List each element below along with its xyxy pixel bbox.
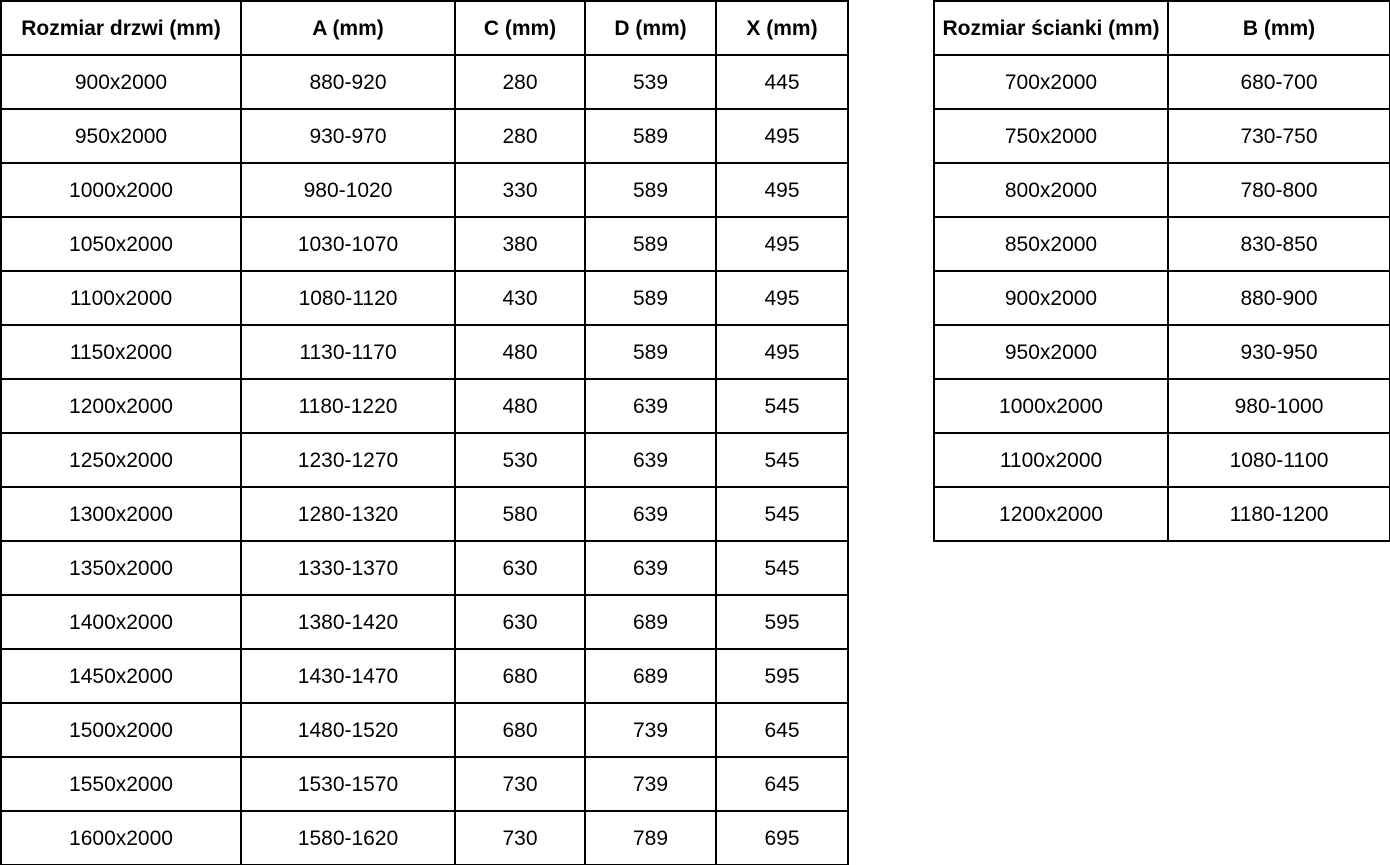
table-cell: 1380-1420: [241, 595, 455, 649]
table-cell: 545: [716, 379, 848, 433]
table-cell: 589: [585, 109, 716, 163]
table-cell: 545: [716, 487, 848, 541]
header-row: [934, 1, 1390, 55]
table-cell: 1250x2000: [1, 433, 241, 487]
table-cell: 589: [585, 325, 716, 379]
table-cell: 639: [585, 541, 716, 595]
table-cell: 930-950: [1168, 325, 1390, 379]
table-cell: 1100x2000: [1, 271, 241, 325]
table-cell: 495: [716, 163, 848, 217]
table-cell: 1080-1120: [241, 271, 455, 325]
table-cell: 1080-1100: [1168, 433, 1390, 487]
table-cell: 495: [716, 271, 848, 325]
table-cell: 1200x2000: [934, 487, 1168, 541]
table-cell: 1530-1570: [241, 757, 455, 811]
table-row: [1, 379, 848, 433]
table-cell: 1450x2000: [1, 649, 241, 703]
table-cell: 495: [716, 325, 848, 379]
table-cell: 1200x2000: [1, 379, 241, 433]
table-cell: 645: [716, 703, 848, 757]
table-cell: 539: [585, 55, 716, 109]
table-row: [1, 109, 848, 163]
table-cell: 850x2000: [934, 217, 1168, 271]
table-cell: 730: [455, 811, 585, 865]
table-row: [1, 811, 848, 865]
table-cell: 1550x2000: [1, 757, 241, 811]
table-cell: 950x2000: [934, 325, 1168, 379]
table-cell: 530: [455, 433, 585, 487]
table-cell: 480: [455, 325, 585, 379]
table-cell: 595: [716, 649, 848, 703]
table-cell: 900x2000: [1, 55, 241, 109]
table-cell: 930-970: [241, 109, 455, 163]
door-size-table-body: [1, 55, 848, 865]
table-cell: 900x2000: [934, 271, 1168, 325]
table-cell: 1500x2000: [1, 703, 241, 757]
table-cell: 1180-1200: [1168, 487, 1390, 541]
column-header: Rozmiar ścianki (mm): [934, 1, 1168, 55]
table-cell: 495: [716, 217, 848, 271]
table-cell: 700x2000: [934, 55, 1168, 109]
table-cell: 1480-1520: [241, 703, 455, 757]
table-cell: 980-1020: [241, 163, 455, 217]
table-cell: 639: [585, 379, 716, 433]
table-row: [1, 757, 848, 811]
table-cell: 680-700: [1168, 55, 1390, 109]
table-row: [1, 55, 848, 109]
table-cell: 580: [455, 487, 585, 541]
table-row: [1, 487, 848, 541]
table-cell: 680: [455, 703, 585, 757]
table-cell: 380: [455, 217, 585, 271]
table-row: [1, 217, 848, 271]
column-header: B (mm): [1168, 1, 1390, 55]
column-header: A (mm): [241, 1, 455, 55]
table-cell: 1000x2000: [934, 379, 1168, 433]
column-header: D (mm): [585, 1, 716, 55]
column-header: X (mm): [716, 1, 848, 55]
table-cell: 780-800: [1168, 163, 1390, 217]
table-cell: 630: [455, 541, 585, 595]
table-cell: 630: [455, 595, 585, 649]
table-row: [1, 541, 848, 595]
table-cell: 1400x2000: [1, 595, 241, 649]
table-cell: 730-750: [1168, 109, 1390, 163]
table-cell: 480: [455, 379, 585, 433]
table-cell: 1100x2000: [934, 433, 1168, 487]
table-cell: 639: [585, 487, 716, 541]
table-cell: 1000x2000: [1, 163, 241, 217]
table-cell: 430: [455, 271, 585, 325]
table-row: [934, 487, 1390, 541]
table-cell: 1330-1370: [241, 541, 455, 595]
table-row: [934, 271, 1390, 325]
table-cell: 595: [716, 595, 848, 649]
table-cell: 330: [455, 163, 585, 217]
table-cell: 1150x2000: [1, 325, 241, 379]
table-cell: 830-850: [1168, 217, 1390, 271]
table-cell: 280: [455, 109, 585, 163]
table-cell: 1230-1270: [241, 433, 455, 487]
table-cell: 589: [585, 163, 716, 217]
table-cell: 1050x2000: [1, 217, 241, 271]
table-row: [1, 163, 848, 217]
table-cell: 730: [455, 757, 585, 811]
table-cell: 680: [455, 649, 585, 703]
table-cell: 1130-1170: [241, 325, 455, 379]
table-row: [1, 649, 848, 703]
wall-size-table-head: [934, 1, 1390, 55]
table-cell: 645: [716, 757, 848, 811]
table-cell: 789: [585, 811, 716, 865]
column-header: Rozmiar drzwi (mm): [1, 1, 241, 55]
table-cell: 545: [716, 433, 848, 487]
table-cell: 750x2000: [934, 109, 1168, 163]
table-cell: 689: [585, 595, 716, 649]
table-row: [934, 433, 1390, 487]
table-cell: 880-920: [241, 55, 455, 109]
table-cell: 589: [585, 217, 716, 271]
table-cell: 739: [585, 757, 716, 811]
table-cell: 280: [455, 55, 585, 109]
table-row: [1, 703, 848, 757]
wall-size-table-body: [934, 55, 1390, 541]
table-cell: 689: [585, 649, 716, 703]
table-cell: 639: [585, 433, 716, 487]
table-cell: 495: [716, 109, 848, 163]
table-row: [1, 433, 848, 487]
table-cell: 1180-1220: [241, 379, 455, 433]
table-cell: 545: [716, 541, 848, 595]
table-row: [1, 271, 848, 325]
table-cell: 800x2000: [934, 163, 1168, 217]
table-cell: 1430-1470: [241, 649, 455, 703]
table-cell: 1030-1070: [241, 217, 455, 271]
table-cell: 1280-1320: [241, 487, 455, 541]
table-cell: 1350x2000: [1, 541, 241, 595]
table-cell: 1300x2000: [1, 487, 241, 541]
table-cell: 950x2000: [1, 109, 241, 163]
table-cell: 880-900: [1168, 271, 1390, 325]
table-cell: 445: [716, 55, 848, 109]
table-cell: 1580-1620: [241, 811, 455, 865]
table-row: [934, 163, 1390, 217]
table-row: [934, 379, 1390, 433]
table-cell: 589: [585, 271, 716, 325]
header-row: [1, 1, 848, 55]
table-row: [1, 595, 848, 649]
wall-size-table: [933, 0, 1390, 542]
table-row: [1, 325, 848, 379]
table-row: [934, 217, 1390, 271]
table-cell: 739: [585, 703, 716, 757]
table-row: [934, 325, 1390, 379]
table-cell: 695: [716, 811, 848, 865]
door-size-table-head: [1, 1, 848, 55]
column-header: C (mm): [455, 1, 585, 55]
table-row: [934, 109, 1390, 163]
table-cell: 1600x2000: [1, 811, 241, 865]
table-cell: 980-1000: [1168, 379, 1390, 433]
table-row: [934, 55, 1390, 109]
